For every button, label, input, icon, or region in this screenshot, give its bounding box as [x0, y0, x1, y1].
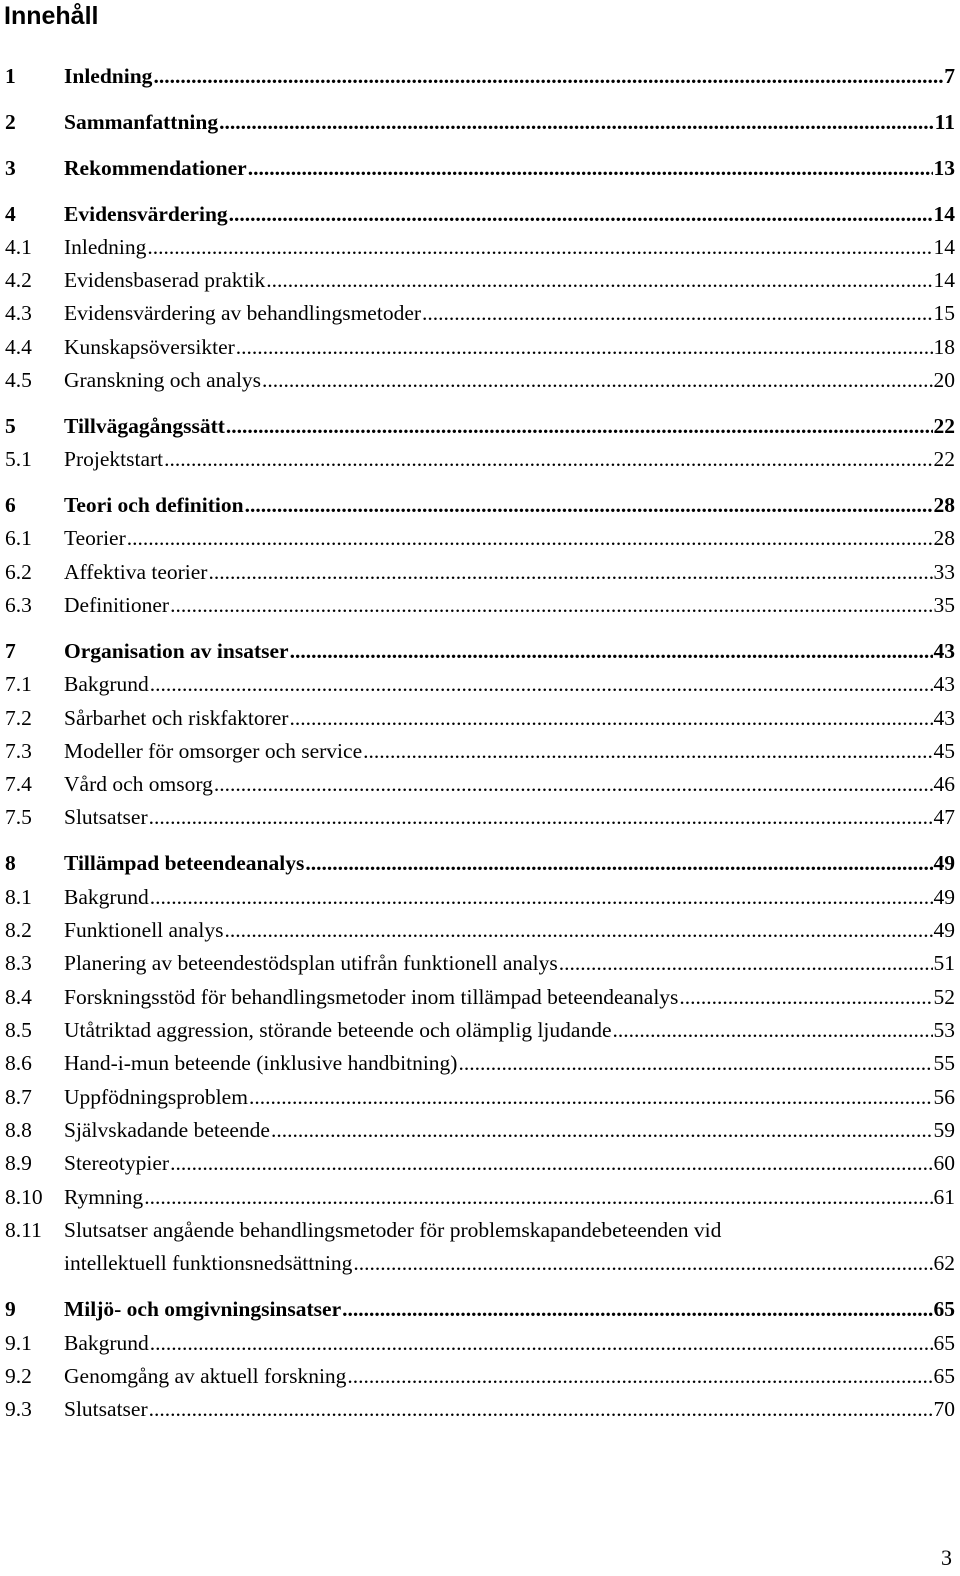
toc-entry-number: 8: [5, 851, 16, 875]
toc-entry-number: 7: [5, 639, 16, 663]
toc-section-entry[interactable]: [5, 231, 955, 264]
toc-heading: Innehåll: [4, 2, 99, 30]
toc-entry-number: 8.5: [5, 1018, 32, 1042]
toc-entry-title: Modeller för omsorger och service: [64, 739, 363, 763]
toc-entry-title: Uppfödningsproblem: [64, 1085, 248, 1109]
toc-entry-number: 8.2: [5, 918, 32, 942]
toc-dot-leader: [219, 106, 934, 139]
toc-entry-title: Miljö- och omgivningsinsatser: [64, 1297, 342, 1321]
toc-dot-leader: [147, 231, 932, 264]
toc-chapter-entry[interactable]: [5, 489, 955, 522]
toc-entry-line: [5, 1214, 955, 1247]
toc-dot-leader: [342, 1293, 932, 1326]
toc-section-entry[interactable]: [5, 947, 955, 980]
toc-entry-number: 7.3: [5, 739, 32, 763]
toc-section-entry[interactable]: [5, 668, 955, 701]
toc-entry-line: [5, 1247, 955, 1280]
toc-entry-number: 4.1: [5, 235, 32, 259]
toc-entry-page: 47: [933, 805, 955, 829]
toc-section-entry[interactable]: [5, 364, 955, 397]
toc-entry-page: 49: [933, 885, 955, 909]
toc-entry-number: 8.6: [5, 1051, 32, 1075]
toc-entry-number: 7.2: [5, 706, 32, 730]
toc-dot-leader: [290, 635, 933, 668]
toc-dot-leader: [266, 264, 932, 297]
toc-dot-leader: [150, 1327, 933, 1360]
toc-entry-number: 8.3: [5, 951, 32, 975]
toc-entry-number: 4.4: [5, 335, 32, 359]
toc-entry-number: 3: [5, 156, 16, 180]
toc-dot-leader: [150, 881, 933, 914]
toc-entry-number: 7.5: [5, 805, 32, 829]
toc-entry-page: 59: [933, 1118, 955, 1142]
toc-entry-line: [5, 981, 955, 1014]
toc-dot-leader: [144, 1181, 932, 1214]
toc-entry-number: 2: [5, 110, 16, 134]
toc-dot-leader: [149, 1393, 933, 1426]
toc-section-entry[interactable]: [5, 914, 955, 947]
toc-entry-line: [5, 1047, 955, 1080]
toc-entry-title: Vård och omsorg: [64, 772, 213, 796]
toc-entry-page: 28: [933, 526, 955, 550]
toc-entry-line: [5, 198, 955, 231]
toc-entry-line: [5, 702, 955, 735]
toc-section-entry[interactable]: [5, 1114, 955, 1147]
toc-entry-title: Organisation av insatser: [64, 639, 289, 663]
toc-chapter-entry[interactable]: [5, 106, 955, 139]
toc-entry-page: 70: [933, 1397, 955, 1421]
toc-entry-page: 43: [933, 639, 955, 663]
toc-entry-page: 7: [944, 64, 955, 88]
toc-entry-line: [5, 443, 955, 476]
toc-entry-page: 65: [933, 1364, 955, 1388]
toc-entry-line: [5, 635, 955, 668]
toc-section-entry[interactable]: [5, 1360, 955, 1393]
toc-entry-line: [5, 297, 955, 330]
toc-dot-leader: [224, 914, 932, 947]
toc-entry-page: 61: [933, 1185, 955, 1209]
toc-dot-leader: [559, 947, 933, 980]
toc-entry-page: 13: [933, 156, 955, 180]
toc-entry-title: Teori och definition: [64, 493, 244, 517]
toc-entry-number: 5.1: [5, 447, 32, 471]
toc-section-entry[interactable]: [5, 1081, 955, 1114]
toc-entry-page: 35: [933, 593, 955, 617]
toc-entry-title: Granskning och analys: [64, 368, 262, 392]
toc-section-entry[interactable]: [5, 1014, 955, 1047]
toc-dot-leader: [226, 410, 933, 443]
toc-entry-line: [5, 914, 955, 947]
toc-entry-number: 4.3: [5, 301, 32, 325]
toc-dot-leader: [208, 556, 932, 589]
toc-dot-leader: [612, 1014, 932, 1047]
toc-entry-page: 49: [933, 851, 955, 875]
toc-entry-number: 9: [5, 1297, 16, 1321]
toc-chapter-entry[interactable]: [5, 410, 955, 443]
toc-section-entry[interactable]: [5, 881, 955, 914]
toc-entry-title: Slutsatser: [64, 1397, 148, 1421]
toc-entry-title: Tillämpad beteendeanalys: [64, 851, 305, 875]
toc-chapter-entry[interactable]: [5, 60, 955, 93]
toc-entry-page: 56: [933, 1085, 955, 1109]
toc-section-entry[interactable]: [5, 522, 955, 555]
toc-section-entry[interactable]: [5, 1147, 955, 1180]
toc-entry-title: Rymning: [64, 1185, 144, 1209]
toc-section-entry[interactable]: [5, 981, 955, 1014]
toc-dot-leader: [249, 1081, 933, 1114]
toc-entry-number: 5: [5, 414, 16, 438]
toc-entry-line: [5, 881, 955, 914]
toc-entry-number: 9.1: [5, 1331, 32, 1355]
toc-entry-title: Evidensbaserad praktik: [64, 268, 266, 292]
toc-entry-number: 6.1: [5, 526, 32, 550]
toc-section-entry[interactable]: [5, 556, 955, 589]
toc-entry-number: 9.2: [5, 1364, 32, 1388]
toc-entry-title: Sammanfattning: [64, 110, 219, 134]
toc-entry-title: Inledning: [64, 235, 147, 259]
toc-entry-page: 55: [933, 1051, 955, 1075]
toc-dot-leader: [289, 702, 932, 735]
toc-dot-leader: [149, 801, 933, 834]
toc-dot-leader: [271, 1114, 933, 1147]
toc-entry-number: 7.4: [5, 772, 32, 796]
toc-entry-page: 60: [933, 1151, 955, 1175]
toc-section-entry[interactable]: [5, 1393, 955, 1426]
toc-section-entry[interactable]: [5, 1214, 955, 1281]
toc-dot-leader: [164, 443, 932, 476]
toc-entry-page: 65: [933, 1331, 955, 1355]
toc-entry-number: 9.3: [5, 1397, 32, 1421]
toc-entry-number: 6: [5, 493, 16, 517]
toc-entry-number: 4: [5, 202, 16, 226]
toc-entry-page: 18: [933, 335, 955, 359]
toc-entry-title-continued: intellektuell funktionsnedsättning: [64, 1251, 353, 1276]
toc-entry-line: [5, 589, 955, 622]
toc-entry-title: Självskadande beteende: [64, 1118, 270, 1142]
toc-entry-number: 8.11: [5, 1218, 42, 1242]
toc-entry-line: [5, 735, 955, 768]
toc-entry-title: Slutsatser: [64, 805, 148, 829]
toc-entry-line: [5, 106, 955, 139]
toc-entry-line: [5, 847, 955, 880]
toc-entry-page: 20: [933, 368, 955, 392]
toc-entry-number: 4.5: [5, 368, 32, 392]
toc-entry-number: 6.2: [5, 560, 32, 584]
toc-entry-number: 8.4: [5, 985, 32, 1009]
toc-dot-leader: [262, 364, 932, 397]
toc-entry-page: 22: [933, 447, 955, 471]
toc-entry-number: 7.1: [5, 672, 32, 696]
toc-entry-line: [5, 1393, 955, 1426]
toc-section-entry[interactable]: [5, 331, 955, 364]
toc-entry-line: [5, 768, 955, 801]
toc-entry-page: 52: [933, 985, 955, 1009]
toc-entry-page: 14: [933, 202, 955, 226]
toc-entry-number: 1: [5, 64, 16, 88]
toc-entry-line: [5, 668, 955, 701]
toc-entry-page: 43: [933, 672, 955, 696]
toc-section-entry[interactable]: [5, 735, 955, 768]
toc-chapter-entry[interactable]: [5, 847, 955, 880]
toc-entry-line: [5, 364, 955, 397]
toc-dot-leader: [305, 847, 932, 880]
toc-entry-line: [5, 947, 955, 980]
toc-entry-title: Bakgrund: [64, 1331, 149, 1355]
toc-entry-title: Funktionell analys: [64, 918, 224, 942]
toc-section-entry[interactable]: [5, 1047, 955, 1080]
toc-entry-title: Utåtriktad aggression, störande beteende och olämplig ljudande: [64, 1018, 612, 1042]
toc-dot-leader: [229, 198, 933, 231]
toc-entry-page: 53: [933, 1018, 955, 1042]
toc-section-entry[interactable]: [5, 1327, 955, 1360]
toc-section-entry[interactable]: [5, 702, 955, 735]
toc-entry-page: 45: [933, 739, 955, 763]
toc-entry-page: 28: [933, 493, 955, 517]
toc-entry-page: 51: [933, 951, 955, 975]
toc-entry-title: Slutsatser angående behandlingsmetoder för problemskapandebeteenden vid: [64, 1218, 722, 1242]
toc-dot-leader: [170, 589, 932, 622]
toc-section-entry[interactable]: [5, 264, 955, 297]
toc-dot-leader: [245, 489, 933, 522]
toc-dot-leader: [153, 60, 943, 93]
toc-entry-title: Bakgrund: [64, 672, 149, 696]
toc-entry-line: [5, 1181, 955, 1214]
toc-entry-title: Genomgång av aktuell forskning: [64, 1364, 347, 1388]
toc-chapter-entry[interactable]: [5, 635, 955, 668]
toc-entry-number: 8.9: [5, 1151, 32, 1175]
toc-entry-line: [5, 1327, 955, 1360]
toc-dot-leader: [150, 668, 933, 701]
toc-section-entry[interactable]: [5, 443, 955, 476]
toc-entry-number: 6.3: [5, 593, 32, 617]
toc-entry-title: Hand-i-mun beteende (inklusive handbitning): [64, 1051, 458, 1075]
toc-entry-line: [5, 1114, 955, 1147]
toc-entry-line: [5, 1293, 955, 1326]
toc-entry-line: [5, 489, 955, 522]
toc-dot-leader: [422, 297, 932, 330]
toc-dot-leader: [170, 1147, 932, 1180]
toc-entry-page: 46: [933, 772, 955, 796]
toc-chapter-entry[interactable]: [5, 152, 955, 185]
toc-entry-number: 8.10: [5, 1185, 43, 1209]
toc-dot-leader: [248, 152, 933, 185]
toc-entry-page: 43: [933, 706, 955, 730]
toc-entry-title: Evidensvärdering: [64, 202, 228, 226]
toc-section-entry[interactable]: [5, 589, 955, 622]
toc-entry-title: Stereotypier: [64, 1151, 170, 1175]
toc-dot-leader: [458, 1047, 932, 1080]
toc-entry-page: 11: [934, 110, 955, 134]
toc-entry-page: 65: [933, 1297, 955, 1321]
page-number: 3: [941, 1545, 952, 1570]
toc-entry-page: 22: [933, 414, 955, 438]
toc-entry-title: Rekommendationer: [64, 156, 247, 180]
toc-entry-page: 33: [933, 560, 955, 584]
toc-dot-leader: [236, 331, 933, 364]
toc-dot-leader: [347, 1360, 932, 1393]
toc-entry-line: [5, 522, 955, 555]
toc-entry-title: Sårbarhet och riskfaktorer: [64, 706, 289, 730]
toc-entry-line: [5, 410, 955, 443]
toc-entry-title: Planering av beteendestödsplan utifrån funktionell analys: [64, 951, 558, 975]
toc-section-entry[interactable]: [5, 768, 955, 801]
toc-dot-leader: [214, 768, 933, 801]
toc-dot-leader: [679, 981, 932, 1014]
toc-entry-line: [5, 264, 955, 297]
toc-entry-title: Definitioner: [64, 593, 170, 617]
toc-entry-page: 15: [933, 301, 955, 325]
toc-entry-title: Tillvägagångssätt: [64, 414, 225, 438]
toc-entry-page: 49: [933, 918, 955, 942]
toc-entry-title: Kunskapsöversikter: [64, 335, 235, 359]
toc-entry-title: Evidensvärdering av behandlingsmetoder: [64, 301, 422, 325]
toc-entry-line: [5, 1147, 955, 1180]
toc-entry-line: [5, 331, 955, 364]
toc-entry-title: Affektiva teorier: [64, 560, 208, 584]
toc-entry-title: Forskningsstöd för behandlingsmetoder inom tillämpad beteendeanalys: [64, 985, 679, 1009]
toc-chapter-entry[interactable]: [5, 1293, 955, 1326]
toc-chapter-entry[interactable]: [5, 198, 955, 231]
toc-entry-line: [5, 152, 955, 185]
toc-entry-number: 8.1: [5, 885, 32, 909]
toc-entry-line: [5, 801, 955, 834]
toc-entry-number: 8.7: [5, 1085, 32, 1109]
toc-entry-number: 8.8: [5, 1118, 32, 1142]
toc-entry-line: [5, 1081, 955, 1114]
toc-entry-line: [5, 1360, 955, 1393]
toc-dot-leader: [353, 1247, 932, 1280]
toc-section-entry[interactable]: [5, 297, 955, 330]
toc-dot-leader: [127, 522, 933, 555]
toc-entry-page: 62: [933, 1251, 955, 1276]
toc-section-entry[interactable]: [5, 801, 955, 834]
toc-entry-number: 4.2: [5, 268, 32, 292]
toc-entry-line: [5, 556, 955, 589]
toc-entry-title: Inledning: [64, 64, 153, 88]
toc-entry-page: 14: [933, 235, 955, 259]
toc-entry-title: Bakgrund: [64, 885, 149, 909]
toc-entry-line: [5, 231, 955, 264]
toc-dot-leader: [363, 735, 932, 768]
toc-entry-line: [5, 60, 955, 93]
toc-entry-line: [5, 1014, 955, 1047]
toc-section-entry[interactable]: [5, 1181, 955, 1214]
toc-entry-title: Teorier: [64, 526, 126, 550]
toc-entry-page: 14: [933, 268, 955, 292]
toc-entry-title: Projektstart: [64, 447, 164, 471]
